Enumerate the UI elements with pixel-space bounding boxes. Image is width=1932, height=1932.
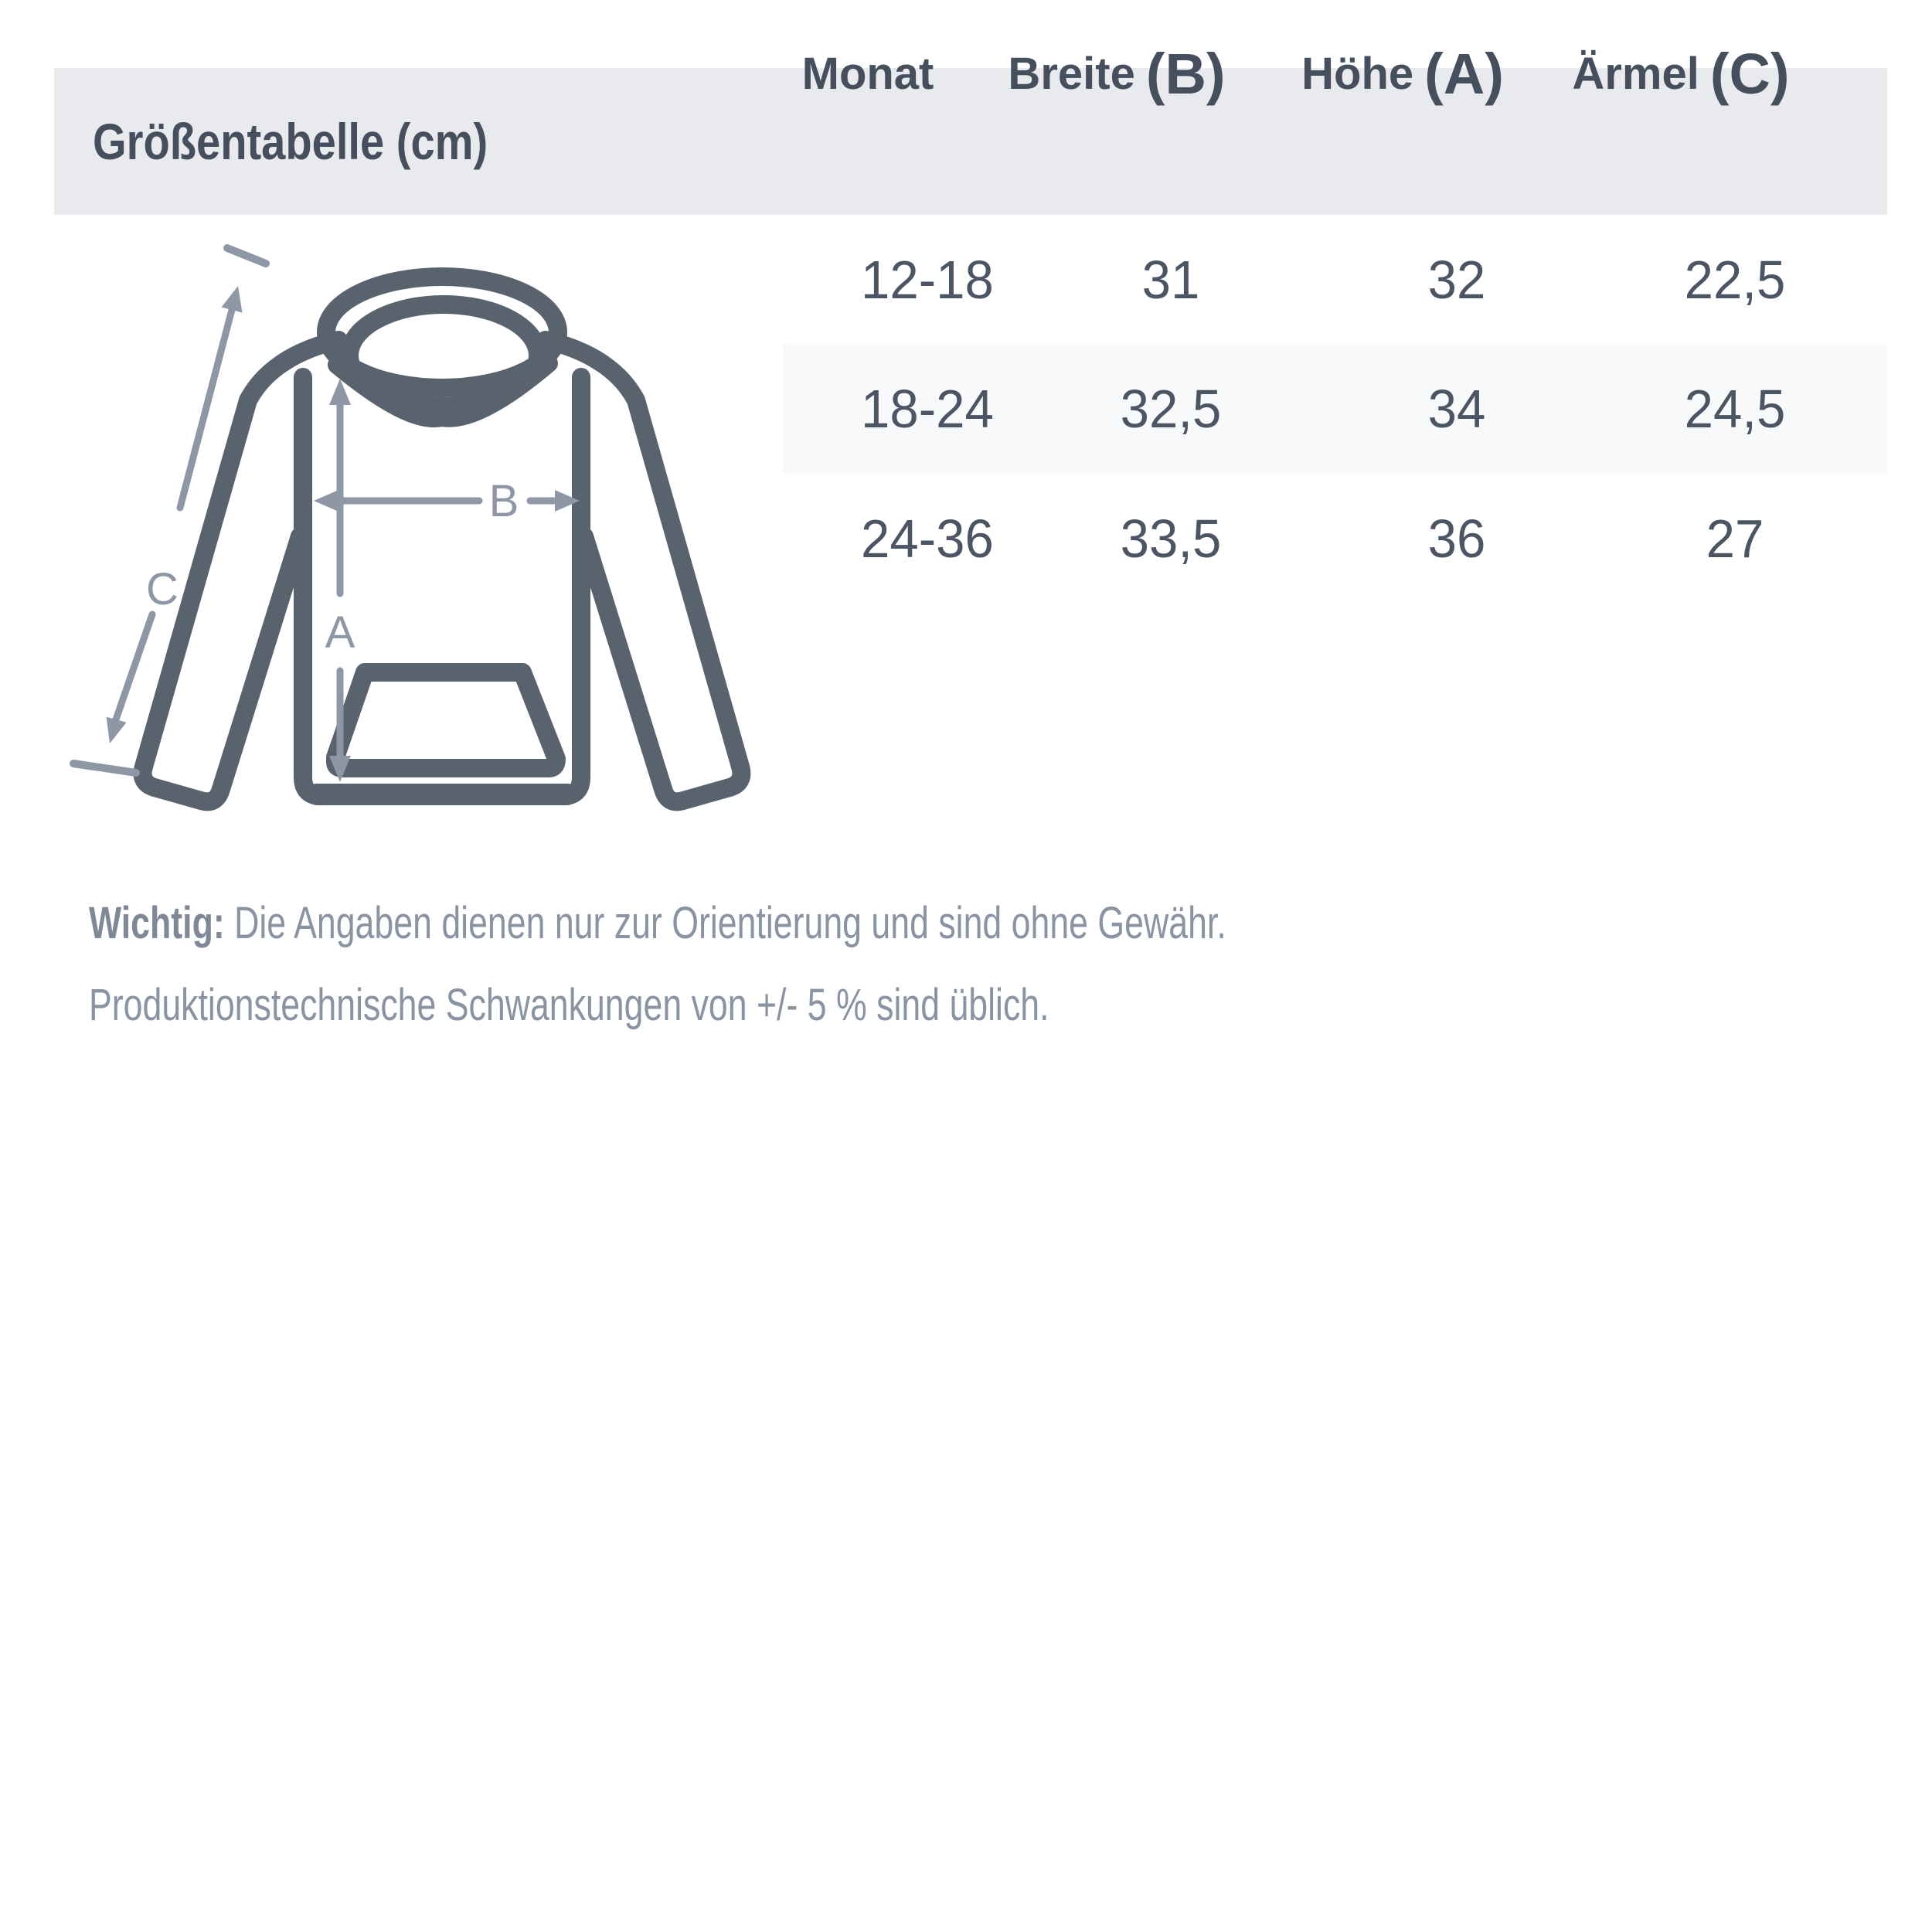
page-title-text: Größentabelle (cm) bbox=[93, 113, 488, 170]
table-cell: 12-18 bbox=[861, 249, 994, 310]
note bbox=[89, 883, 1866, 1046]
column-header-breite: Breite (B) bbox=[1008, 41, 1226, 106]
hoodie-outline-icon bbox=[143, 277, 742, 801]
hoodie-pocket bbox=[335, 672, 556, 768]
note-line2: Produktionstechnische Schwankungen von +/- 5 % sind üblich. bbox=[89, 980, 1049, 1030]
hoodie-diagram bbox=[62, 170, 804, 912]
table-cell: 24,5 bbox=[1684, 378, 1786, 439]
label-c: C bbox=[146, 564, 179, 614]
table-cell: 24-36 bbox=[861, 508, 994, 569]
table-cell: 34 bbox=[1427, 378, 1486, 439]
table-cell: 36 bbox=[1427, 508, 1486, 569]
table-cell: 32 bbox=[1427, 249, 1486, 310]
label-b: B bbox=[488, 476, 519, 526]
column-header-aermel: Ärmel (C) bbox=[1572, 41, 1790, 106]
note-line1: Die Angaben dienen nur zur Orientierung und sind ohne Gewähr. bbox=[224, 898, 1226, 948]
label-a: A bbox=[325, 607, 355, 658]
table-cell: 18-24 bbox=[861, 378, 994, 439]
table-cell: 27 bbox=[1706, 508, 1764, 569]
table-cell: 33,5 bbox=[1120, 508, 1222, 569]
table-cell: 22,5 bbox=[1684, 249, 1786, 310]
table-cell: 31 bbox=[1141, 249, 1200, 310]
note-text bbox=[89, 883, 1226, 1046]
column-header-monat: Monat bbox=[801, 48, 934, 99]
note-label: Wichtig: bbox=[89, 898, 225, 948]
table-cell: 32,5 bbox=[1120, 378, 1222, 439]
arrow-b-icon bbox=[314, 490, 580, 512]
column-header-hoehe: Höhe (A) bbox=[1301, 41, 1504, 106]
